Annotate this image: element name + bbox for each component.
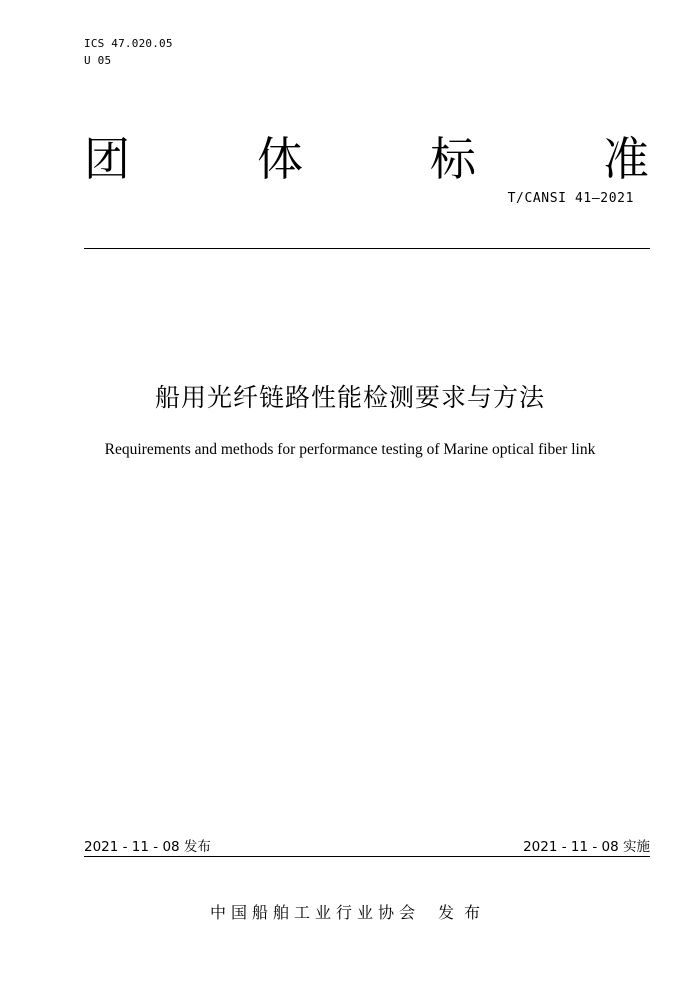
title-char-2: 体 xyxy=(257,132,303,186)
issue-date: 2021 - 11 - 08 发布 xyxy=(84,839,211,855)
document-title-chinese: 船用光纤链路性能检测要求与方法 xyxy=(154,383,545,412)
title-char-4: 准 xyxy=(603,132,649,186)
top-divider xyxy=(84,248,650,249)
standard-type-title xyxy=(84,131,649,187)
document-title-english: Requirements and methods for performance testing of Marine optical fiber link xyxy=(104,441,596,458)
standard-number: T/CANSI 41—2021 xyxy=(507,191,634,206)
bottom-divider xyxy=(84,856,650,857)
publisher-organization: 中国船舶工业行业协会 xyxy=(209,903,420,922)
publisher-line xyxy=(0,902,700,924)
title-char-1: 团 xyxy=(84,132,130,186)
title-char-3: 标 xyxy=(430,132,476,186)
ics-code: ICS 47.020.05 xyxy=(84,37,173,50)
publisher-action: 发布 xyxy=(438,903,491,922)
ccs-code: U 05 xyxy=(84,54,112,67)
implementation-date: 2021 - 11 - 08 实施 xyxy=(523,839,650,855)
